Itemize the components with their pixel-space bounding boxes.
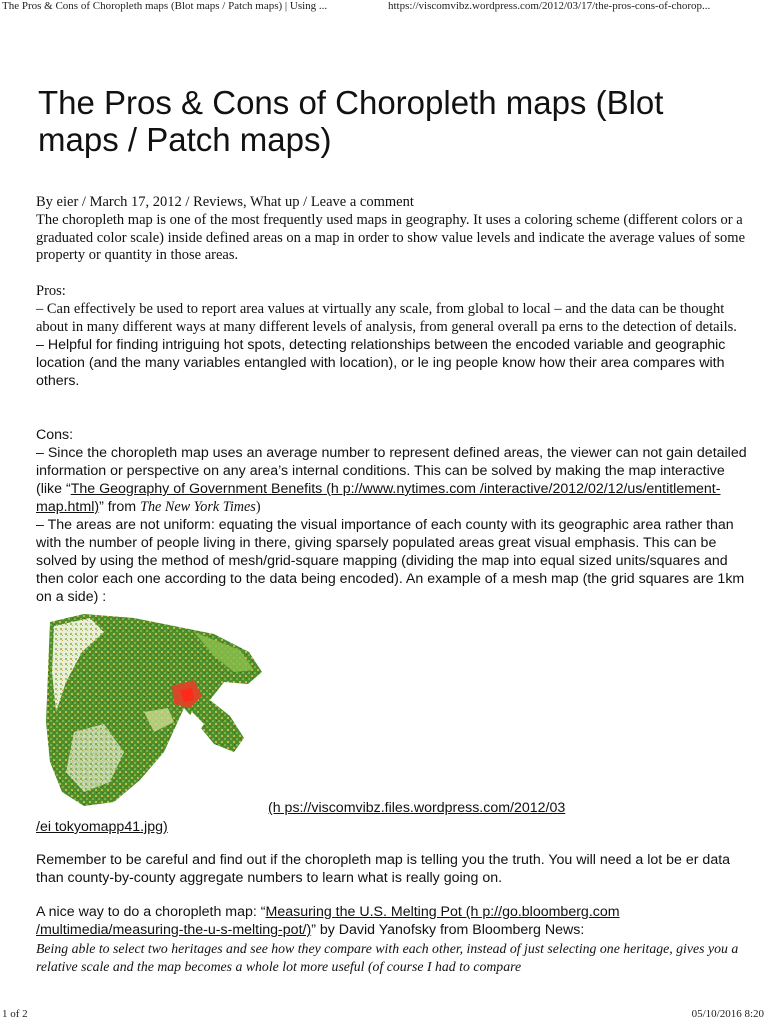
image-source-link[interactable]: (h ps://viscomvibz.files.wordpress.com/2012/03 <box>268 800 566 816</box>
quote-paragraph: Being able to select two heritages and see how they compare with each other, instead of just selecting one heritage, gives you a relative scale and the map becomes a whole lot more useful (of course I had to compare <box>36 941 739 974</box>
cons-section <box>36 426 752 606</box>
print-datetime: 05/10/2016 8:20 <box>691 1008 764 1020</box>
intro-paragraph: The choropleth map is one of the most frequently used maps in geography. It uses a coloring scheme (different colors or a graduated color scale) inside defined areas on a map in order to show value levels and indicate the average values of some property or quantity in those areas. <box>36 212 746 263</box>
government-benefits-link[interactable]: The Geography of Government Benefits (h p://www.nytimes.com /interactive/2012/02/12/us/entitlement-map.html) <box>36 481 721 515</box>
melting-pot-paragraph: A nice way to do a choropleth map: “Measuring the U.S. Melting Pot (h p://go.bloomberg.com /multimedia/measuring-the-u-s-melting-pot/)” by David Yanofsky from Bloomberg News: <box>36 904 620 938</box>
print-header <box>0 0 768 14</box>
remember-paragraph: Remember to be careful and find out if the choropleth map is telling you the truth. You will need a lot be er data than county-by-county aggregate numbers to learn what is really going on. <box>36 852 731 886</box>
pros-heading: Pros: <box>36 283 66 299</box>
pros-item-1: – Can effectively be used to report area values at virtually any scale, from global to local – and the data can be thought about in many different ways at many different levels of analysis, from general overall pa erns to the detection of details. <box>36 301 737 335</box>
tokyo-mesh-map-image[interactable] <box>44 612 266 808</box>
print-footer <box>0 1008 768 1022</box>
image-caption-line-1 <box>268 799 748 817</box>
print-header-url[interactable]: https://viscomvibz.wordpress.com/2012/03/17/the-pros-cons-of-chorop... <box>388 0 711 12</box>
image-caption-line-2 <box>36 818 752 836</box>
cons-item-2: – The areas are not uniform: equating the visual importance of each county with its geographic area rather than with the number of people living in there, giving sparsely populated areas great visual emphasis. This can be solved by using the method of mesh/grid-square mapping (dividing the map into equal sized units/squares and then color each one according to the data being encoded). An example of a mesh map (the grid squares are 1km on a side) : <box>36 517 745 605</box>
post-meta: By eier / March 17, 2012 / Reviews, What up / Leave a comment <box>36 194 414 210</box>
cons-heading: Cons: <box>36 427 74 443</box>
author-link[interactable]: eier <box>56 194 79 210</box>
melting-pot-link[interactable]: Measuring the U.S. Melting Pot (h p://go.bloomberg.com /multimedia/measuring-the-u-s-melting-pot/) <box>36 904 620 938</box>
category-link-whatup[interactable]: What up <box>250 194 300 210</box>
image-source-link-cont[interactable]: /ei tokyomapp41.jpg) <box>36 819 168 835</box>
pros-item-2: – Helpful for finding intriguing hot spots, detecting relationships between the encoded variable and geographic location (and the many variables entangled with location), or le ing people know how their area compares with others. <box>36 337 726 389</box>
nyt-source: The New York Times <box>140 499 256 515</box>
mesh-map-graphic <box>44 612 266 808</box>
page-number: 1 of 2 <box>2 1008 28 1020</box>
page-title: The Pros & Cons of Choropleth maps (Blot maps / Patch maps) <box>38 84 664 158</box>
print-header-title: The Pros & Cons of Choropleth maps (Blot maps / Patch maps) | Using ... <box>2 0 328 12</box>
cons-item-1: – Since the choropleth map uses an average number to represent defined areas, the viewer can not gain detailed information or perspective on any area’s internal conditions. This can be solved by making the map interactive (like “The Geography of Government Benefits (h p://www.nytimes.com /interactive/2012/02/12/us/entitlement-map.html)” from The New York Times) <box>36 445 747 515</box>
meta-prefix: By <box>36 194 53 210</box>
post-date-link[interactable]: March 17, 2012 <box>89 194 182 210</box>
leave-comment-link[interactable]: Leave a comment <box>310 194 414 210</box>
category-link-reviews[interactable]: Reviews <box>193 194 243 210</box>
pros-section <box>36 282 752 390</box>
